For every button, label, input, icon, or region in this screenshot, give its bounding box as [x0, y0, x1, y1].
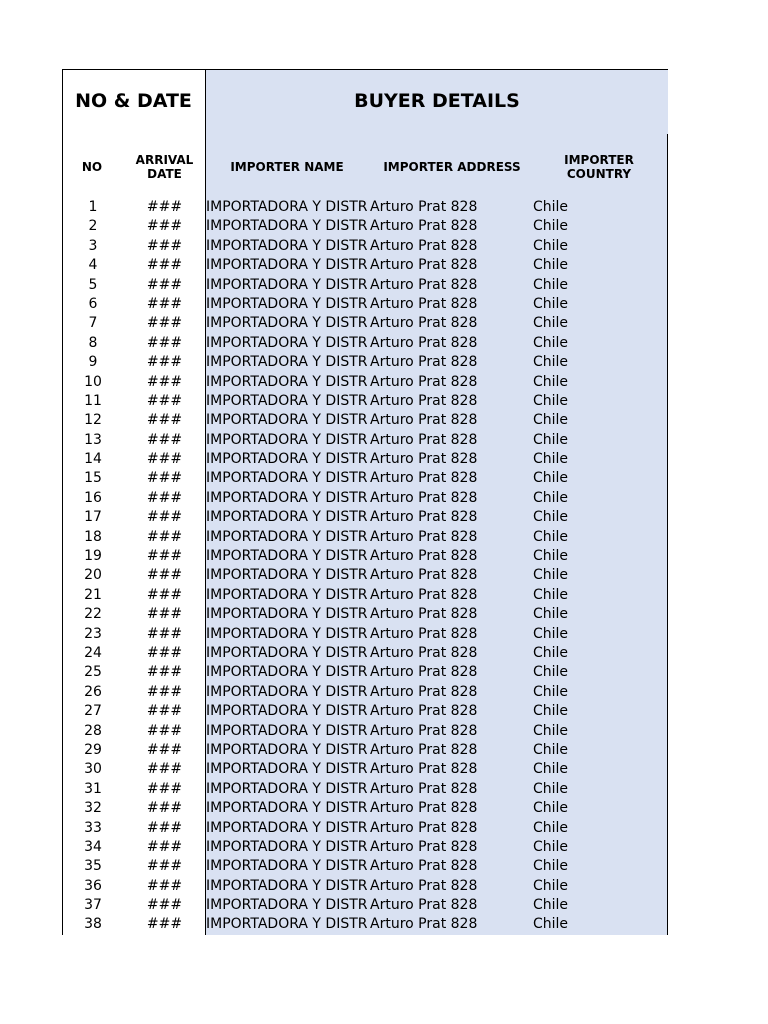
table-row: [62, 373, 668, 392]
cell-importer-country[interactable]: Chile: [533, 315, 569, 332]
cell-importer-country[interactable]: Chile: [533, 199, 569, 215]
cell-importer-country[interactable]: Chile: [533, 586, 569, 603]
cell-importer-name[interactable]: IMPORTADORA Y DISTR: [206, 838, 368, 855]
cell-no[interactable]: 16: [84, 489, 102, 506]
table-row: [62, 528, 668, 547]
cell-no[interactable]: 30: [84, 761, 102, 778]
cell-importer-name[interactable]: IMPORTADORA Y DISTR: [206, 451, 368, 468]
cell-importer-name[interactable]: IMPORTADORA Y DISTR: [206, 528, 368, 545]
cell-arrival-date[interactable]: ###: [146, 218, 183, 235]
cell-importer-name[interactable]: IMPORTADORA Y DISTR: [206, 431, 368, 448]
cell-no[interactable]: 9: [88, 354, 98, 371]
cell-no[interactable]: 26: [84, 683, 102, 700]
cell-importer-address[interactable]: Arturo Prat 828: [370, 683, 478, 700]
cell-importer-address[interactable]: Arturo Prat 828: [370, 858, 478, 875]
cell-arrival-date[interactable]: ###: [146, 916, 183, 933]
table-row: [62, 431, 668, 450]
column-header-arrival-date[interactable]: [126, 149, 203, 185]
cell-no[interactable]: 23: [84, 625, 102, 642]
cell-arrival-date[interactable]: ###: [146, 451, 183, 468]
table-row: [62, 683, 668, 702]
cell-importer-address[interactable]: Arturo Prat 828: [370, 606, 478, 623]
table-row: [62, 644, 668, 663]
cell-importer-address[interactable]: Arturo Prat 828: [370, 664, 478, 681]
column-header-label: IMPORTER ADDRESS: [383, 160, 521, 174]
table-row: [62, 702, 668, 721]
cell-importer-country[interactable]: Chile: [533, 489, 569, 506]
cell-importer-name[interactable]: IMPORTADORA Y DISTR: [206, 897, 368, 914]
cell-importer-address[interactable]: Arturo Prat 828: [370, 295, 478, 312]
cell-importer-address[interactable]: Arturo Prat 828: [370, 877, 478, 894]
column-header-importer-country[interactable]: [532, 149, 666, 185]
cell-importer-address[interactable]: Arturo Prat 828: [370, 334, 478, 351]
cell-importer-address[interactable]: Arturo Prat 828: [370, 509, 478, 526]
cell-importer-name[interactable]: IMPORTADORA Y DISTR: [206, 916, 368, 933]
cell-importer-country[interactable]: Chile: [533, 295, 569, 312]
table-row: [62, 334, 668, 353]
cell-importer-country[interactable]: Chile: [533, 703, 569, 720]
cell-arrival-date[interactable]: ###: [146, 528, 183, 545]
table-row: [62, 508, 668, 527]
cell-no[interactable]: 20: [84, 567, 102, 584]
cell-arrival-date[interactable]: ###: [146, 199, 183, 215]
cell-importer-name[interactable]: IMPORTADORA Y DISTR: [206, 761, 368, 778]
table-row: [62, 915, 668, 934]
table-row: [62, 314, 668, 333]
cell-importer-name[interactable]: IMPORTADORA Y DISTR: [206, 567, 368, 584]
cell-arrival-date[interactable]: ###: [146, 780, 183, 797]
cell-importer-country[interactable]: Chile: [533, 877, 569, 894]
table-row: [62, 392, 668, 411]
no-date-title: NO & DATE: [75, 90, 192, 112]
cell-no[interactable]: 4: [88, 257, 98, 274]
table-row: [62, 256, 668, 275]
table-row: [62, 411, 668, 430]
cell-no[interactable]: 2: [88, 218, 98, 235]
cell-importer-country[interactable]: Chile: [533, 276, 569, 293]
cell-no[interactable]: 28: [84, 722, 102, 739]
cell-importer-address[interactable]: Arturo Prat 828: [370, 257, 478, 274]
cell-importer-country[interactable]: Chile: [533, 819, 569, 836]
cell-arrival-date[interactable]: ###: [146, 276, 183, 293]
cell-no[interactable]: 11: [84, 392, 102, 409]
cell-importer-country[interactable]: Chile: [533, 761, 569, 778]
cell-no[interactable]: 6: [88, 295, 98, 312]
column-header-label: NO: [81, 160, 103, 174]
cell-importer-address[interactable]: Arturo Prat 828: [370, 780, 478, 797]
cell-importer-name[interactable]: IMPORTADORA Y DISTR: [206, 644, 368, 661]
cell-arrival-date[interactable]: ###: [146, 877, 183, 894]
cell-no[interactable]: 34: [84, 838, 102, 855]
cell-no[interactable]: 7: [88, 315, 98, 332]
table-row: [62, 625, 668, 644]
cell-importer-country[interactable]: Chile: [533, 741, 569, 758]
cell-arrival-date[interactable]: ###: [146, 858, 183, 875]
table-row: [62, 877, 668, 896]
cell-no[interactable]: 14: [84, 451, 102, 468]
cell-arrival-date[interactable]: ###: [146, 431, 183, 448]
cell-importer-address[interactable]: Arturo Prat 828: [370, 489, 478, 506]
cell-importer-name[interactable]: IMPORTADORA Y DISTR: [206, 334, 368, 351]
cell-importer-address[interactable]: Arturo Prat 828: [370, 800, 478, 817]
cell-importer-address[interactable]: Arturo Prat 828: [370, 199, 478, 215]
cell-arrival-date[interactable]: ###: [146, 470, 183, 487]
cell-arrival-date[interactable]: ###: [146, 392, 183, 409]
cell-importer-name[interactable]: IMPORTADORA Y DISTR: [206, 858, 368, 875]
cell-importer-address[interactable]: Arturo Prat 828: [370, 451, 478, 468]
cell-arrival-date[interactable]: ###: [146, 819, 183, 836]
cell-no[interactable]: 12: [84, 412, 102, 429]
cell-importer-country[interactable]: Chile: [533, 334, 569, 351]
cell-importer-country[interactable]: Chile: [533, 431, 569, 448]
cell-importer-address[interactable]: Arturo Prat 828: [370, 548, 478, 565]
cell-importer-country[interactable]: Chile: [533, 644, 569, 661]
cell-no[interactable]: 38: [84, 916, 102, 933]
cell-arrival-date[interactable]: ###: [146, 509, 183, 526]
table-row: [62, 605, 668, 624]
column-header-label: IMPORTER COUNTRY: [564, 153, 634, 181]
cell-no[interactable]: 15: [84, 470, 102, 487]
cell-no[interactable]: 5: [88, 276, 98, 293]
cell-no[interactable]: 18: [84, 528, 102, 545]
cell-importer-address[interactable]: Arturo Prat 828: [370, 218, 478, 235]
table-row: [62, 295, 668, 314]
table-row: [62, 450, 668, 469]
cell-importer-name[interactable]: IMPORTADORA Y DISTR: [206, 819, 368, 836]
cell-no[interactable]: 19: [84, 548, 102, 565]
cell-importer-country[interactable]: Chile: [533, 683, 569, 700]
cell-no[interactable]: 25: [84, 664, 102, 681]
cell-importer-name[interactable]: IMPORTADORA Y DISTR: [206, 722, 368, 739]
spreadsheet-page: [62, 69, 668, 935]
cell-arrival-date[interactable]: ###: [146, 761, 183, 778]
cell-no[interactable]: 27: [84, 703, 102, 720]
cell-importer-name[interactable]: IMPORTADORA Y DISTR: [206, 218, 368, 235]
cell-importer-address[interactable]: Arturo Prat 828: [370, 916, 478, 933]
cell-importer-address[interactable]: Arturo Prat 828: [370, 819, 478, 836]
cell-no[interactable]: 33: [84, 819, 102, 836]
table-row: [62, 353, 668, 372]
table-row: [62, 276, 668, 295]
cell-importer-name[interactable]: IMPORTADORA Y DISTR: [206, 354, 368, 371]
cell-arrival-date[interactable]: ###: [146, 257, 183, 274]
table-row: [62, 566, 668, 585]
table-row: [62, 217, 668, 236]
cell-importer-country[interactable]: Chile: [533, 218, 569, 235]
cell-no[interactable]: 8: [88, 334, 98, 351]
table-row: [62, 489, 668, 508]
cell-arrival-date[interactable]: ###: [146, 567, 183, 584]
cell-importer-country[interactable]: Chile: [533, 354, 569, 371]
cell-importer-name[interactable]: IMPORTADORA Y DISTR: [206, 257, 368, 274]
cell-arrival-date[interactable]: ###: [146, 741, 183, 758]
table-row: [62, 819, 668, 838]
table-row: [62, 547, 668, 566]
cell-arrival-date[interactable]: ###: [146, 683, 183, 700]
cell-arrival-date[interactable]: ###: [146, 644, 183, 661]
column-header-label: ARRIVAL DATE: [135, 153, 194, 181]
cell-no[interactable]: 3: [88, 237, 98, 254]
cell-importer-address[interactable]: Arturo Prat 828: [370, 897, 478, 914]
cell-importer-name[interactable]: IMPORTADORA Y DISTR: [206, 295, 368, 312]
cell-arrival-date[interactable]: ###: [146, 897, 183, 914]
cell-no[interactable]: 24: [84, 644, 102, 661]
cell-importer-address[interactable]: Arturo Prat 828: [370, 703, 478, 720]
buyer-details-title: BUYER DETAILS: [354, 90, 520, 112]
table-row: [62, 586, 668, 605]
table-row: [62, 237, 668, 256]
cell-importer-address[interactable]: Arturo Prat 828: [370, 741, 478, 758]
cell-importer-name[interactable]: IMPORTADORA Y DISTR: [206, 489, 368, 506]
cell-importer-country[interactable]: Chile: [533, 412, 569, 429]
cell-importer-name[interactable]: IMPORTADORA Y DISTR: [206, 237, 368, 254]
cell-importer-country[interactable]: Chile: [533, 722, 569, 739]
cell-importer-name[interactable]: IMPORTADORA Y DISTR: [206, 780, 368, 797]
cell-importer-address[interactable]: Arturo Prat 828: [370, 276, 478, 293]
cell-importer-address[interactable]: Arturo Prat 828: [370, 431, 478, 448]
cell-importer-country[interactable]: Chile: [533, 606, 569, 623]
cell-importer-name[interactable]: IMPORTADORA Y DISTR: [206, 741, 368, 758]
cell-arrival-date[interactable]: ###: [146, 412, 183, 429]
table-row: [62, 799, 668, 818]
cell-importer-address[interactable]: Arturo Prat 828: [370, 412, 478, 429]
cell-importer-name[interactable]: IMPORTADORA Y DISTR: [206, 509, 368, 526]
table-row: [62, 663, 668, 682]
cell-arrival-date[interactable]: ###: [146, 295, 183, 312]
cell-importer-name[interactable]: IMPORTADORA Y DISTR: [206, 199, 368, 215]
cell-no[interactable]: 35: [84, 858, 102, 875]
cell-importer-address[interactable]: Arturo Prat 828: [370, 528, 478, 545]
cell-no[interactable]: 29: [84, 741, 102, 758]
cell-arrival-date[interactable]: ###: [146, 315, 183, 332]
cell-importer-country[interactable]: Chile: [533, 509, 569, 526]
cell-importer-country[interactable]: Chile: [533, 664, 569, 681]
cell-importer-name[interactable]: IMPORTADORA Y DISTR: [206, 664, 368, 681]
top-border: [62, 69, 668, 70]
column-header-no[interactable]: [62, 149, 122, 185]
column-header-importer-name[interactable]: [208, 149, 366, 185]
cell-arrival-date[interactable]: ###: [146, 354, 183, 371]
cell-arrival-date[interactable]: ###: [146, 703, 183, 720]
table-row: [62, 198, 668, 217]
column-header-label: IMPORTER NAME: [230, 160, 344, 174]
cell-importer-name[interactable]: IMPORTADORA Y DISTR: [206, 683, 368, 700]
cell-arrival-date[interactable]: ###: [146, 237, 183, 254]
cell-importer-name[interactable]: IMPORTADORA Y DISTR: [206, 373, 368, 390]
cell-importer-country[interactable]: Chile: [533, 451, 569, 468]
cell-arrival-date[interactable]: ###: [146, 722, 183, 739]
cell-importer-name[interactable]: IMPORTADORA Y DISTR: [206, 800, 368, 817]
cell-arrival-date[interactable]: ###: [146, 373, 183, 390]
table-row: [62, 722, 668, 741]
cell-no[interactable]: 21: [84, 586, 102, 603]
table-row: [62, 780, 668, 799]
cell-importer-address[interactable]: Arturo Prat 828: [370, 354, 478, 371]
cell-importer-address[interactable]: Arturo Prat 828: [370, 392, 478, 409]
cell-importer-country[interactable]: Chile: [533, 392, 569, 409]
cell-importer-name[interactable]: IMPORTADORA Y DISTR: [206, 586, 368, 603]
cell-importer-name[interactable]: IMPORTADORA Y DISTR: [206, 392, 368, 409]
cell-arrival-date[interactable]: ###: [146, 548, 183, 565]
cell-importer-name[interactable]: IMPORTADORA Y DISTR: [206, 470, 368, 487]
cell-arrival-date[interactable]: ###: [146, 489, 183, 506]
cell-importer-country[interactable]: Chile: [533, 567, 569, 584]
cell-arrival-date[interactable]: ###: [146, 800, 183, 817]
table-row: [62, 469, 668, 488]
cell-arrival-date[interactable]: ###: [146, 606, 183, 623]
cell-importer-country[interactable]: Chile: [533, 470, 569, 487]
cell-importer-country[interactable]: Chile: [533, 916, 569, 933]
cell-importer-country[interactable]: Chile: [533, 528, 569, 545]
cell-importer-address[interactable]: Arturo Prat 828: [370, 373, 478, 390]
cell-importer-country[interactable]: Chile: [533, 237, 569, 254]
cell-importer-address[interactable]: Arturo Prat 828: [370, 644, 478, 661]
cell-arrival-date[interactable]: ###: [146, 625, 183, 642]
cell-importer-name[interactable]: IMPORTADORA Y DISTR: [206, 606, 368, 623]
table-row: [62, 760, 668, 779]
cell-importer-name[interactable]: IMPORTADORA Y DISTR: [206, 276, 368, 293]
cell-importer-name[interactable]: IMPORTADORA Y DISTR: [206, 703, 368, 720]
cell-importer-name[interactable]: IMPORTADORA Y DISTR: [206, 548, 368, 565]
table-row: [62, 896, 668, 915]
table-row: [62, 857, 668, 876]
data-rows: [62, 198, 668, 935]
cell-importer-name[interactable]: IMPORTADORA Y DISTR: [206, 877, 368, 894]
cell-importer-address[interactable]: Arturo Prat 828: [370, 586, 478, 603]
cell-importer-country[interactable]: Chile: [533, 257, 569, 274]
cell-importer-country[interactable]: Chile: [533, 838, 569, 855]
cell-no[interactable]: 32: [84, 800, 102, 817]
table-row: [62, 838, 668, 857]
cell-importer-address[interactable]: Arturo Prat 828: [370, 567, 478, 584]
cell-importer-country[interactable]: Chile: [533, 548, 569, 565]
cell-arrival-date[interactable]: ###: [146, 586, 183, 603]
cell-importer-address[interactable]: Arturo Prat 828: [370, 237, 478, 254]
cell-arrival-date[interactable]: ###: [146, 838, 183, 855]
cell-importer-country[interactable]: Chile: [533, 858, 569, 875]
cell-no[interactable]: 1: [88, 199, 98, 215]
cell-importer-country[interactable]: Chile: [533, 897, 569, 914]
cell-importer-country[interactable]: Chile: [533, 373, 569, 390]
cell-importer-name[interactable]: IMPORTADORA Y DISTR: [206, 315, 368, 332]
cell-no[interactable]: 36: [84, 877, 102, 894]
cell-no[interactable]: 13: [84, 431, 102, 448]
cell-importer-address[interactable]: Arturo Prat 828: [370, 625, 478, 642]
cell-no[interactable]: 10: [84, 373, 102, 390]
cell-importer-name[interactable]: IMPORTADORA Y DISTR: [206, 625, 368, 642]
cell-importer-address[interactable]: Arturo Prat 828: [370, 470, 478, 487]
cell-importer-address[interactable]: Arturo Prat 828: [370, 761, 478, 778]
cell-no[interactable]: 22: [84, 606, 102, 623]
cell-arrival-date[interactable]: ###: [146, 334, 183, 351]
cell-importer-address[interactable]: Arturo Prat 828: [370, 838, 478, 855]
cell-importer-country[interactable]: Chile: [533, 800, 569, 817]
cell-importer-country[interactable]: Chile: [533, 625, 569, 642]
cell-importer-country[interactable]: Chile: [533, 780, 569, 797]
cell-arrival-date[interactable]: ###: [146, 664, 183, 681]
cell-no[interactable]: 17: [84, 509, 102, 526]
cell-no[interactable]: 37: [84, 897, 102, 914]
cell-no[interactable]: 31: [84, 780, 102, 797]
cell-importer-address[interactable]: Arturo Prat 828: [370, 315, 478, 332]
column-header-importer-address[interactable]: [370, 149, 534, 185]
cell-importer-address[interactable]: Arturo Prat 828: [370, 722, 478, 739]
table-row: [62, 741, 668, 760]
cell-importer-name[interactable]: IMPORTADORA Y DISTR: [206, 412, 368, 429]
